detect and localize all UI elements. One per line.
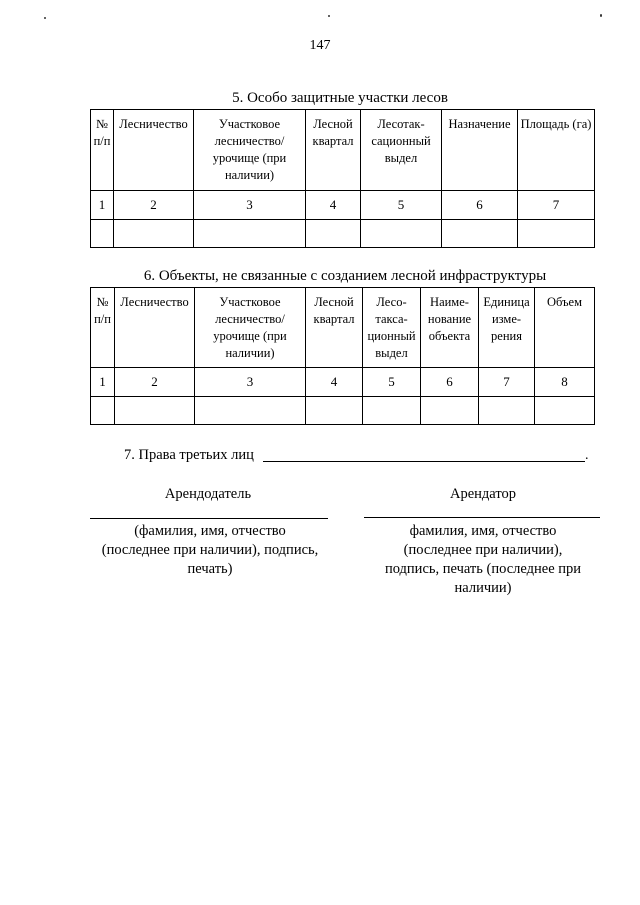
s6-col-number: 7 — [479, 368, 535, 397]
page-number: 147 — [309, 38, 331, 53]
scan-speck — [44, 17, 46, 19]
s6-col-number: 3 — [195, 368, 306, 397]
scan-speck — [600, 14, 602, 17]
lessee-caption-line: фамилия, имя, отчество — [409, 523, 557, 539]
lessee-title: Арендатор — [449, 486, 516, 502]
s5-header-area: Площадь (га) — [518, 110, 595, 191]
empty-cell — [479, 397, 535, 425]
empty-cell — [115, 397, 195, 425]
lessee-caption-line: подпись, печать (последнее при — [384, 561, 582, 577]
lessee-caption-line: (последнее при наличии), — [403, 542, 563, 558]
s5-col-number: 6 — [442, 191, 518, 220]
s6-header-district-forestry: Участковое лесничество/ урочище (при наличии) — [195, 288, 306, 368]
s5-header-purpose: Назначение — [442, 110, 518, 191]
empty-cell — [421, 397, 479, 425]
s5-header-number: № п/п — [91, 110, 114, 191]
s6-header-forest-quarter: Лесной квартал — [306, 288, 363, 368]
section-5-header-row — [91, 110, 595, 191]
s6-col-number: 2 — [115, 368, 195, 397]
s6-col-number: 4 — [306, 368, 363, 397]
section-6-title: 6. Объекты, не связанные с созданием лесной инфраструктуры — [143, 268, 547, 284]
empty-cell — [306, 220, 361, 248]
third-party-rights-blank-line — [263, 461, 585, 462]
s5-header-district-forestry: Участковое лесничество/ урочище (при наличии) — [194, 110, 306, 191]
empty-cell — [518, 220, 595, 248]
section-5-number-row — [91, 191, 595, 220]
section-6-empty-row — [91, 397, 595, 425]
s5-col-number: 5 — [361, 191, 442, 220]
s5-col-number: 4 — [306, 191, 361, 220]
section-6-table — [90, 287, 595, 425]
s6-header-allotment: Лесо- такса- ционный выдел — [363, 288, 421, 368]
third-party-rights-label: 7. Права третьих лиц — [124, 447, 254, 463]
s5-col-number: 7 — [518, 191, 595, 220]
empty-cell — [363, 397, 421, 425]
s5-col-number: 2 — [114, 191, 194, 220]
lessee-caption-line: наличии) — [454, 580, 512, 596]
empty-cell — [195, 397, 306, 425]
s6-header-forestry: Лесничество — [115, 288, 195, 368]
third-party-rights-period: . — [585, 448, 589, 463]
s5-header-forestry: Лесничество — [114, 110, 194, 191]
empty-cell — [114, 220, 194, 248]
empty-cell — [91, 397, 115, 425]
section-6-number-row — [91, 368, 595, 397]
s6-header-number: № п/п — [91, 288, 115, 368]
lessor-caption-line: (последнее при наличии), подпись, — [101, 542, 319, 558]
s6-header-object-name: Наиме- нование объекта — [421, 288, 479, 368]
s5-header-forest-quarter: Лесной квартал — [306, 110, 361, 191]
s5-header-allotment: Лесотак- сационный выдел — [361, 110, 442, 191]
section-5-empty-row — [91, 220, 595, 248]
empty-cell — [91, 220, 114, 248]
empty-cell — [306, 397, 363, 425]
lessor-signature-line — [90, 518, 328, 519]
s6-col-number: 1 — [91, 368, 115, 397]
section-5-title: 5. Особо защитные участки лесов — [232, 90, 448, 106]
empty-cell — [535, 397, 595, 425]
empty-cell — [194, 220, 306, 248]
empty-cell — [361, 220, 442, 248]
section-5-table — [90, 109, 595, 248]
s5-col-number: 3 — [194, 191, 306, 220]
empty-cell — [442, 220, 518, 248]
s6-col-number: 5 — [363, 368, 421, 397]
lessee-caption — [352, 522, 614, 598]
section-6-header-row — [91, 288, 595, 368]
lessor-caption-line: (фамилия, имя, отчество — [134, 523, 286, 539]
lessor-caption-line: печать) — [187, 561, 233, 577]
s6-col-number: 6 — [421, 368, 479, 397]
lessee-signature-line — [364, 517, 600, 518]
s5-col-number: 1 — [91, 191, 114, 220]
scan-speck — [328, 15, 330, 17]
s6-col-number: 8 — [535, 368, 595, 397]
lessor-caption — [70, 522, 350, 579]
s6-header-unit: Единица изме- рения — [479, 288, 535, 368]
lessor-title: Арендодатель — [164, 486, 252, 502]
s6-header-volume: Объем — [535, 288, 595, 368]
